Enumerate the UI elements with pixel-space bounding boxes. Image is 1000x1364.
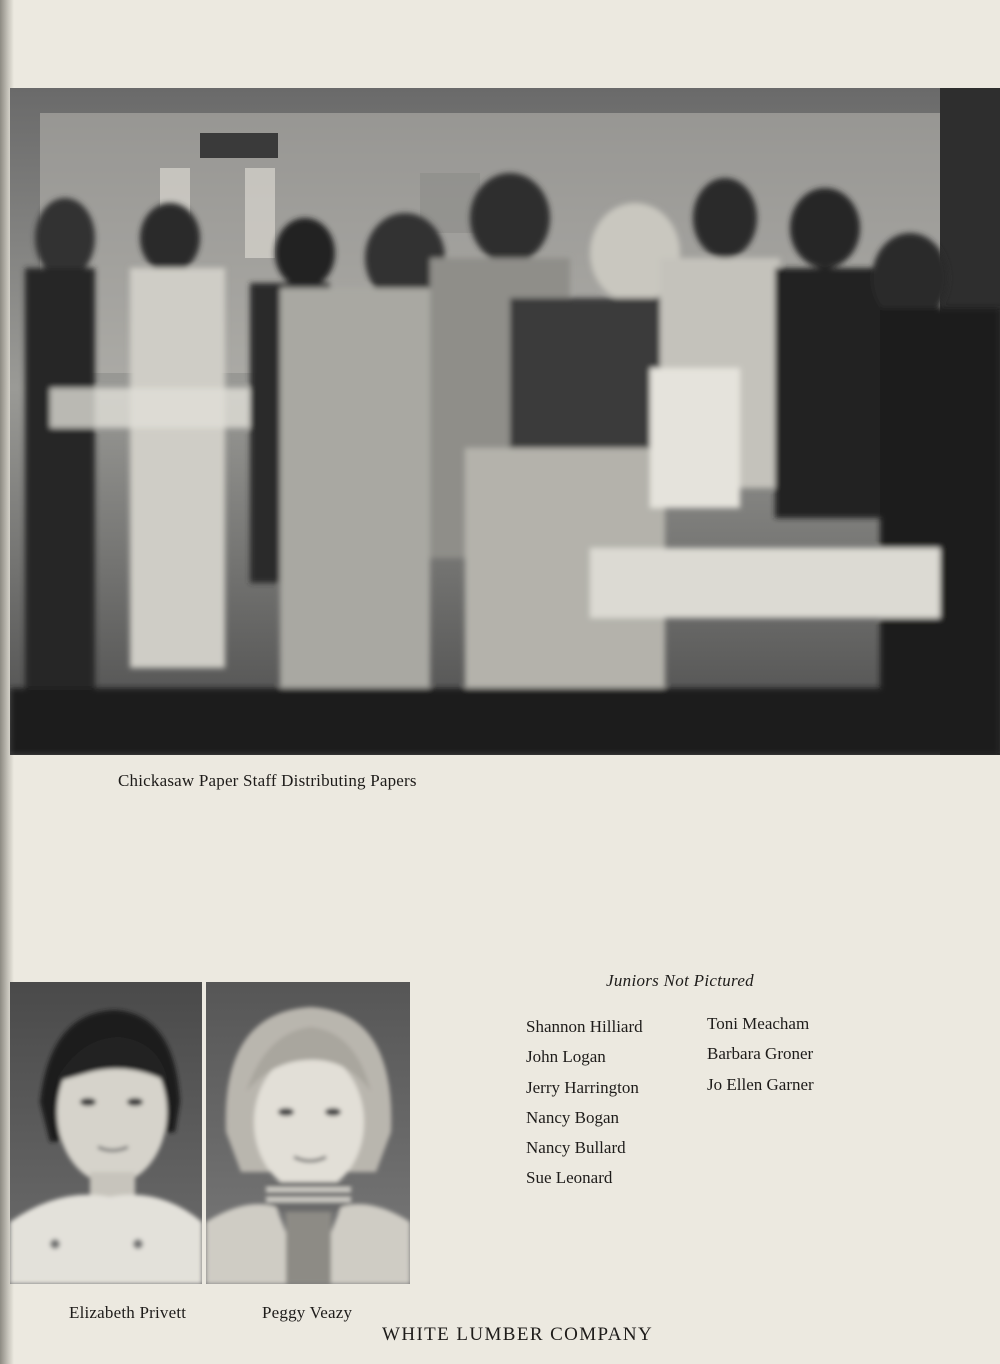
list-item: John Logan — [526, 1047, 606, 1067]
sponsor-footer: WHITE LUMBER COMPANY — [382, 1324, 654, 1345]
juniors-list-left-column — [526, 1012, 643, 1194]
list-item: Jerry Harrington — [526, 1077, 639, 1097]
portrait-elizabeth-privett — [10, 982, 202, 1284]
portrait-2-name: Peggy Veazy — [262, 1303, 353, 1322]
list-item: Nancy Bullard — [526, 1138, 626, 1158]
list-item: Barbara Groner — [707, 1044, 814, 1064]
list-item: Nancy Bogan — [526, 1107, 620, 1127]
juniors-list-right-column — [707, 1009, 814, 1100]
group-photo — [10, 88, 1000, 755]
list-item: Shannon Hilliard — [526, 1017, 643, 1036]
portrait-1-name: Elizabeth Privett — [69, 1303, 187, 1322]
juniors-not-pictured-heading: Juniors Not Pictured — [606, 971, 754, 990]
portrait-2-image — [206, 982, 410, 1284]
portrait-1-image — [10, 982, 202, 1284]
list-item: Jo Ellen Garner — [707, 1074, 814, 1094]
list-item: Toni Meacham — [707, 1014, 810, 1033]
portrait-peggy-veazy — [206, 982, 410, 1284]
list-item: Sue Leonard — [526, 1168, 613, 1188]
group-photo-image — [10, 88, 1000, 755]
group-photo-caption: Chickasaw Paper Staff Distributing Papers — [118, 771, 417, 790]
